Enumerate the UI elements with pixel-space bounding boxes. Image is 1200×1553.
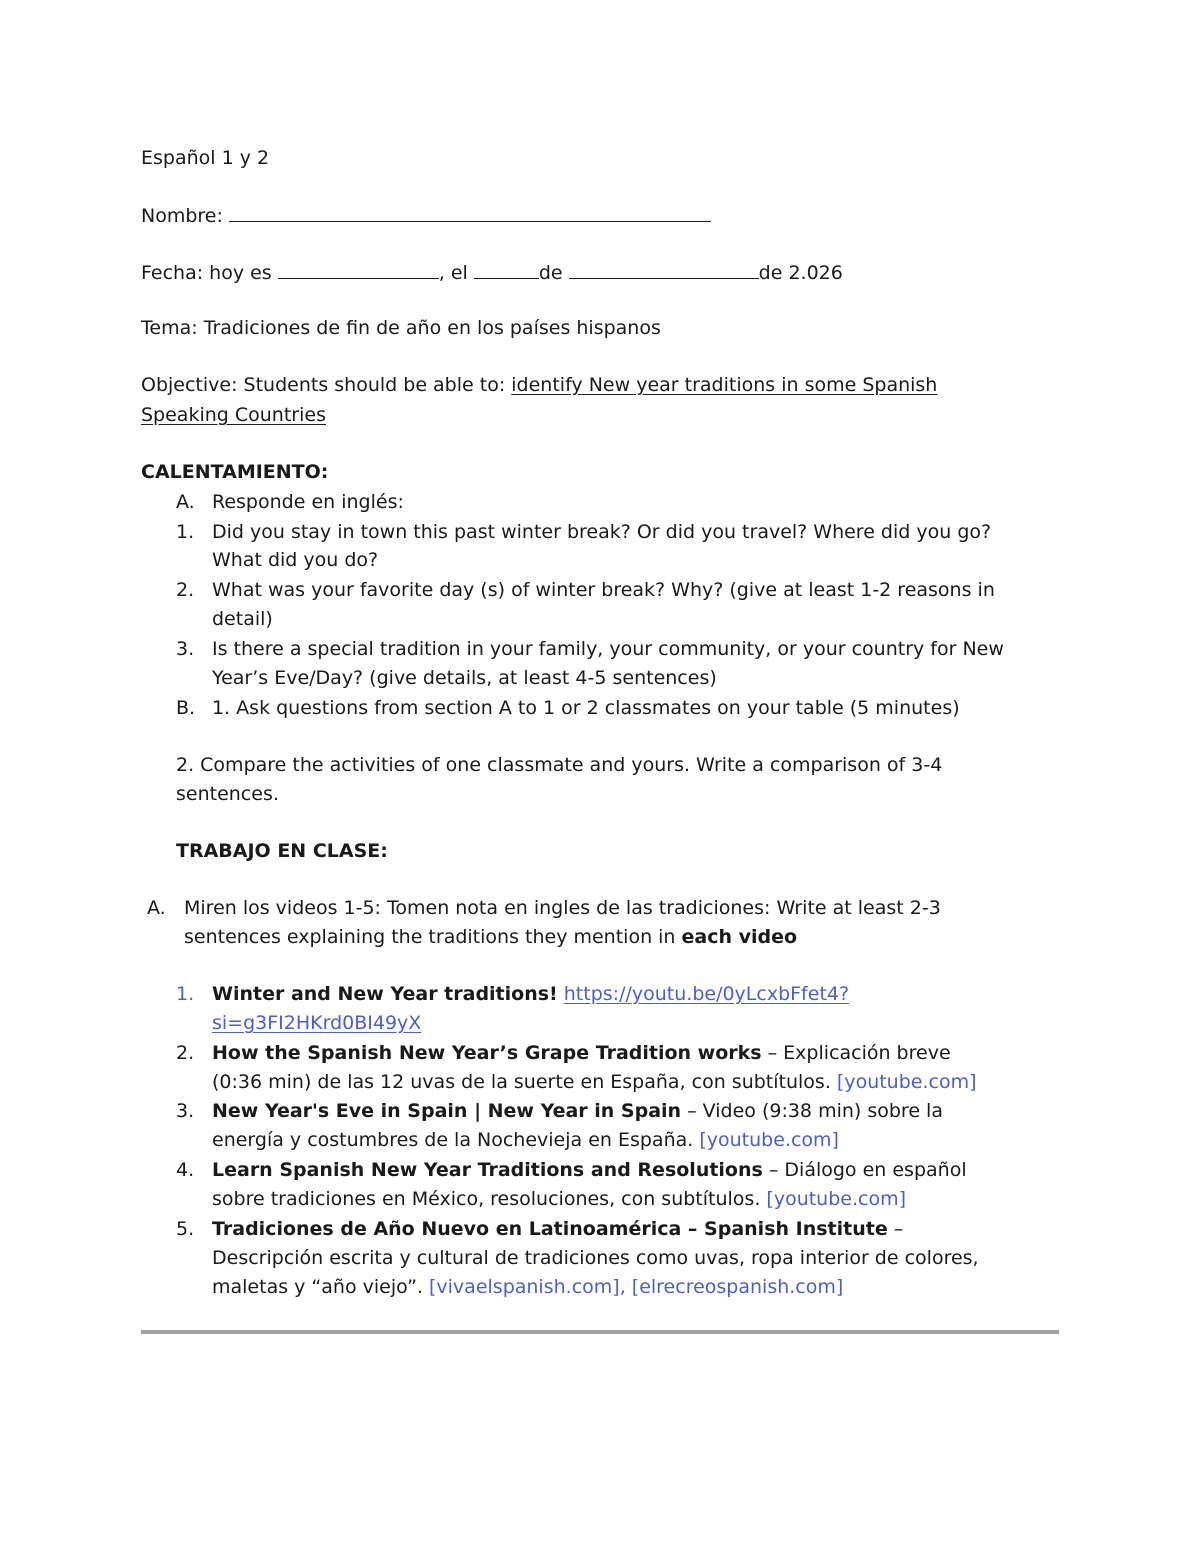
video-5-source-link-2[interactable]: [elrecreospanish.com] <box>631 1276 844 1298</box>
tema-line: Tema: Tradiciones de fin de año en los países hispanos <box>141 317 661 339</box>
nombre-blank[interactable] <box>229 203 711 222</box>
nombre-line <box>141 203 711 228</box>
question-3-line-1: Is there a special tradition in your family, your community, or your country for New <box>212 638 1004 660</box>
fecha-el: , el <box>438 262 468 284</box>
video-3-title: New Year's Eve in Spain | New Year in Spain <box>212 1100 682 1122</box>
video-1-title: Winter and New Year traditions! <box>212 983 558 1005</box>
video-1-link-cont[interactable]: si=g3FI2HKrd0BI49yX <box>212 1012 422 1034</box>
course-title: Español 1 y 2 <box>141 147 270 169</box>
trabajo-a-bold: each video <box>681 926 798 948</box>
video-5-source-link-1[interactable]: [vivaelspanish.com] <box>429 1276 620 1298</box>
video-1-line-1 <box>212 982 849 1006</box>
section-a-marker: A. <box>176 491 195 513</box>
question-3-number: 3. <box>176 638 195 660</box>
section-b-text: 1. Ask questions from section A to 1 or 2 classmates on your table (5 minutes) <box>212 697 960 719</box>
question-2-number: 2. <box>176 579 195 601</box>
objective-line-2 <box>141 403 326 427</box>
video-5-line-1 <box>212 1217 903 1241</box>
question-2-line-2: detail) <box>212 608 273 630</box>
video-5-desc: – <box>887 1218 904 1240</box>
video-3-source-link[interactable]: [youtube.com] <box>699 1129 839 1151</box>
fecha-de: de <box>538 262 563 284</box>
video-3-desc: – Video (9:38 min) sobre la <box>681 1100 943 1122</box>
fecha-month-blank[interactable] <box>569 260 759 279</box>
trabajo-a-line-1: Miren los videos 1-5: Tomen nota en ingles de las tradiciones: Write at least 2-3 <box>184 897 941 919</box>
fecha-date-blank[interactable] <box>474 260 539 279</box>
trabajo-a-text: sentences explaining the traditions they mention in <box>184 926 676 948</box>
video-5-line-3 <box>212 1275 843 1299</box>
trabajo-a-line-2 <box>184 925 797 949</box>
horizontal-rule <box>141 1330 1059 1334</box>
trabajo-a-marker: A. <box>147 897 166 919</box>
question-1-line-2: What did you do? <box>212 549 379 571</box>
section-b2-line-2: sentences. <box>176 783 279 805</box>
question-3-line-2: Year’s Eve/Day? (give details, at least 4-5 sentences) <box>212 667 717 689</box>
video-5-desc-cont: maletas y “año viejo”. <box>212 1276 429 1298</box>
objective-label: Objective: Students should be able to: <box>141 374 506 396</box>
video-4-number: 4. <box>176 1159 195 1181</box>
video-3-line-1 <box>212 1099 943 1123</box>
video-4-source-link[interactable]: [youtube.com] <box>766 1188 907 1210</box>
video-2-desc: – Explicación breve <box>761 1042 951 1064</box>
video-4-desc: – Diálogo en español <box>762 1159 967 1181</box>
video-4-line-2 <box>212 1187 906 1211</box>
video-2-title: How the Spanish New Year’s Grape Tradition works <box>212 1042 762 1064</box>
section-b2-line-1: 2. Compare the activities of one classmate and yours. Write a comparison of 3-4 <box>176 754 943 776</box>
objective-text-2: Speaking Countries <box>141 404 326 426</box>
video-2-number: 2. <box>176 1042 195 1064</box>
video-3-line-2 <box>212 1128 839 1152</box>
fecha-line <box>141 260 843 285</box>
objective-text: identify New year traditions in some Spanish <box>511 374 938 396</box>
video-5-separator: , <box>619 1276 632 1298</box>
question-2-line-1: What was your favorite day (s) of winter break? Why? (give at least 1-2 reasons in <box>212 579 995 601</box>
video-5-title: Tradiciones de Año Nuevo en Latinoamérica – Spanish Institute <box>212 1218 888 1240</box>
objective-line <box>141 373 937 397</box>
video-4-desc-cont: sobre tradiciones en México, resoluciones, con subtítulos. <box>212 1188 767 1210</box>
video-2-desc-cont: (0:36 min) de las 12 uvas de la suerte en España, con subtítulos. <box>212 1071 837 1093</box>
video-1-number: 1. <box>176 983 195 1005</box>
video-2-line-1 <box>212 1041 951 1065</box>
question-1-number: 1. <box>176 521 195 543</box>
video-4-line-1 <box>212 1158 967 1182</box>
video-5-number: 5. <box>176 1218 195 1240</box>
video-3-number: 3. <box>176 1100 195 1122</box>
fecha-day-blank[interactable] <box>278 260 439 279</box>
question-1-line-1: Did you stay in town this past winter break? Or did you travel? Where did you go? <box>212 521 992 543</box>
video-1-link[interactable]: https://youtu.be/0yLcxbFfet4? <box>563 983 850 1005</box>
fecha-year: de 2.026 <box>758 262 843 284</box>
nombre-label: Nombre: <box>141 205 223 227</box>
video-2-line-2 <box>212 1070 977 1094</box>
calentamiento-heading: CALENTAMIENTO: <box>141 461 329 483</box>
section-b-marker: B. <box>176 697 196 719</box>
fecha-label: Fecha: hoy es <box>141 262 272 284</box>
video-3-desc-cont: energía y costumbres de la Nochevieja en España. <box>212 1129 700 1151</box>
trabajo-heading: TRABAJO EN CLASE: <box>176 840 388 862</box>
video-1-line-2 <box>212 1011 421 1035</box>
video-5-line-2: Descripción escrita y cultural de tradiciones como uvas, ropa interior de colores, <box>212 1247 979 1269</box>
video-2-source-link[interactable]: [youtube.com] <box>836 1071 977 1093</box>
video-4-title: Learn Spanish New Year Traditions and Resolutions <box>212 1159 763 1181</box>
section-a-text: Responde en inglés: <box>212 491 404 513</box>
